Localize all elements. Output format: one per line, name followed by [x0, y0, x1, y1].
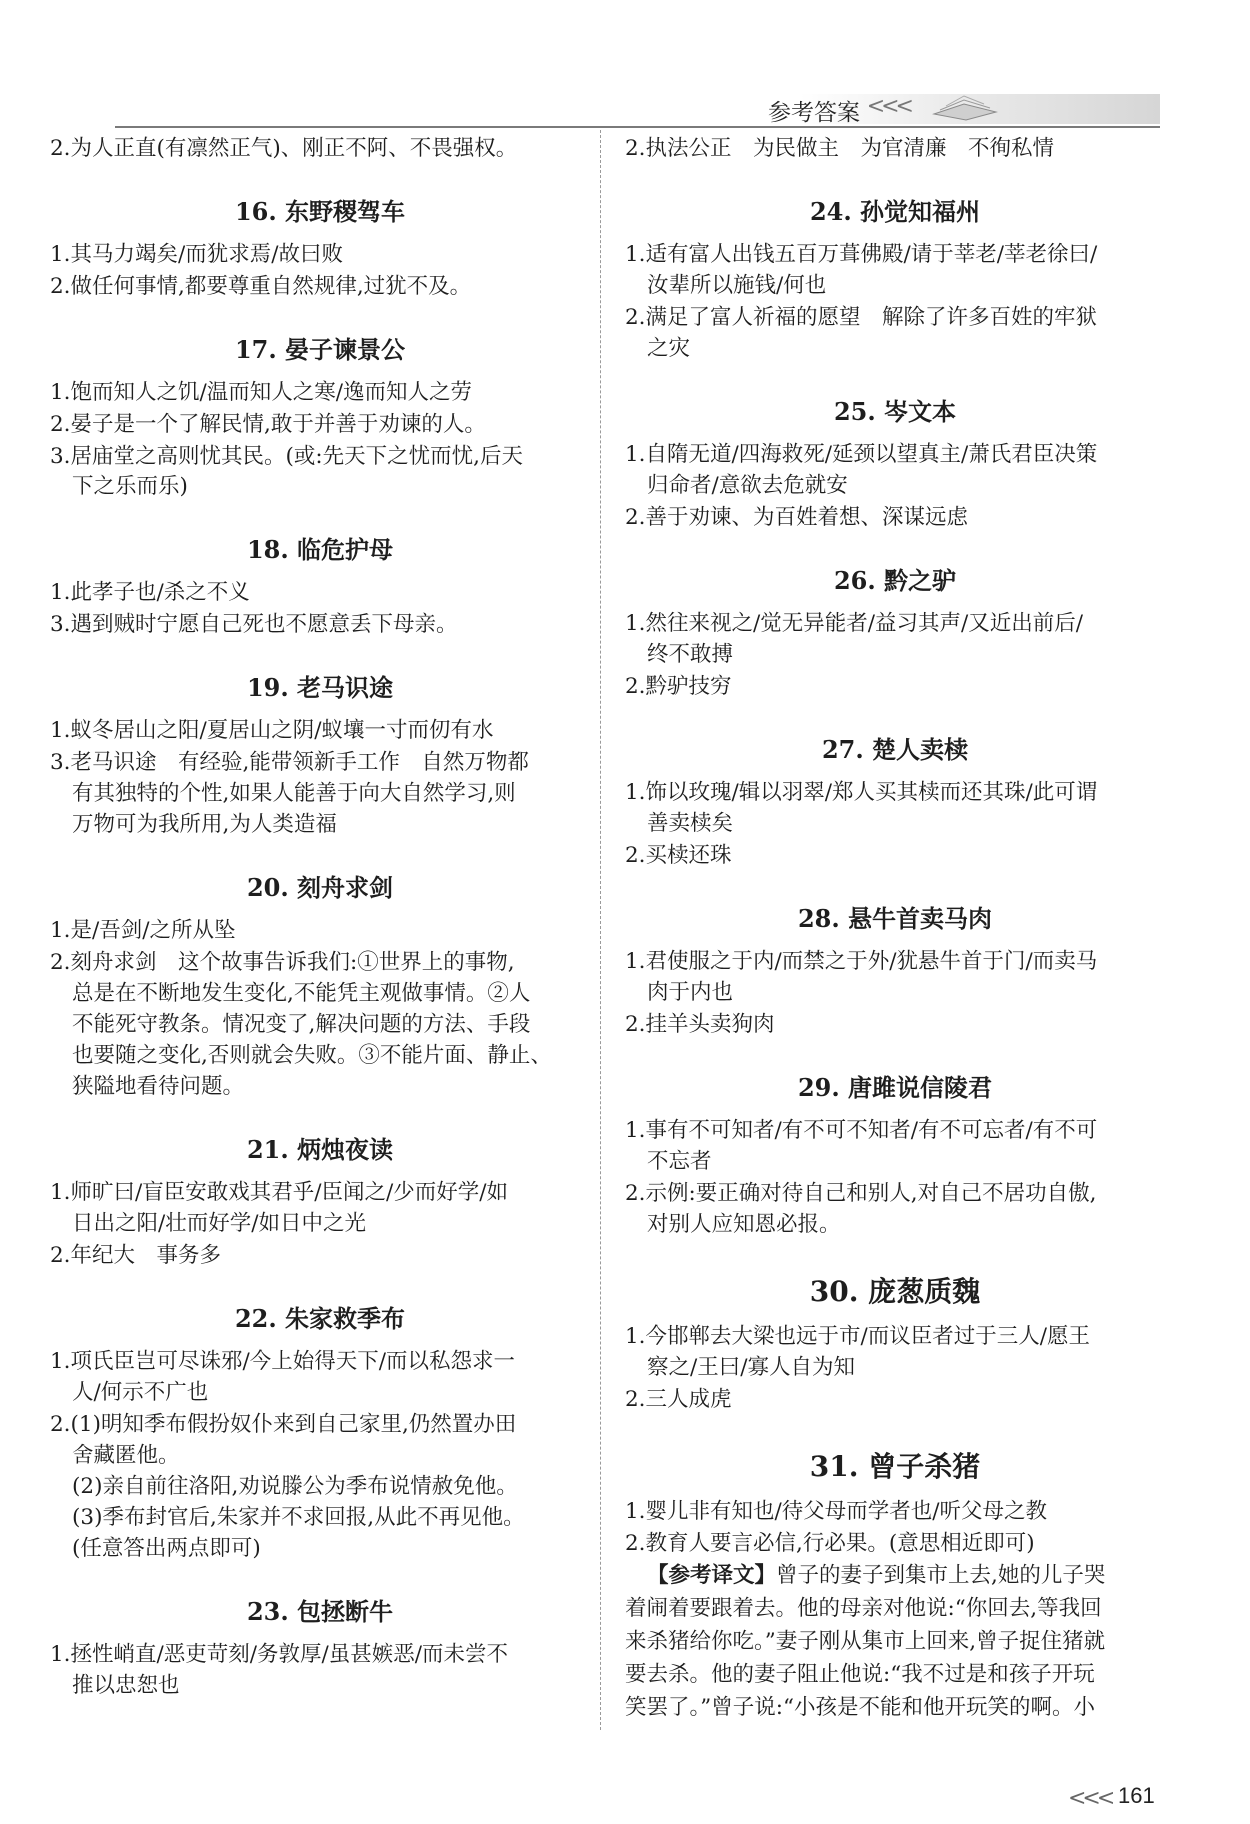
answer-line: 舍藏匿他。: [72, 1443, 180, 1468]
answer-line: 总是在不断地发生变化,不能凭主观做事情。②人: [72, 981, 531, 1006]
answer-line: 2.买椟还珠: [625, 843, 732, 868]
section-title: 22. 朱家救季布: [234, 1304, 406, 1333]
answer-line: (任意答出两点即可): [72, 1536, 261, 1561]
answer-line: 1.然往来视之/觉无异能者/益习其声/又近出前后/: [625, 611, 1083, 636]
answer-line: 1.今邯郸去大梁也远于市/而议臣者过于三人/愿王: [625, 1324, 1091, 1349]
section-title: 18. 临危护母: [246, 535, 394, 564]
answer-line: 推以忠恕也: [72, 1673, 180, 1698]
answer-line: 1.自隋无道/四海救死/延颈以望真主/萧氏君臣决策: [625, 442, 1098, 467]
answer-line: 1.婴儿非有知也/待父母而学者也/听父母之教: [625, 1499, 1048, 1524]
section-title: 17. 晏子谏景公: [234, 335, 406, 364]
answer-line: 不能死守教条。情况变了,解决问题的方法、手段: [72, 1012, 531, 1037]
answer-line: 下之乐而乐): [72, 474, 188, 499]
answer-line: 也要随之变化,否则就会失败。③不能片面、静止、: [72, 1043, 552, 1068]
answer-line: 着闹着要跟着去。他的母亲对他说:“你回去,等我回: [625, 1596, 1102, 1621]
column-divider: [600, 130, 601, 1730]
answer-line: 1.其马力竭矣/而犹求焉/故曰败: [50, 242, 344, 267]
answer-line: 不忘者: [647, 1149, 712, 1174]
section-title: 31. 曾子杀猪: [809, 1450, 981, 1483]
answer-line: 人/何示不广也: [72, 1380, 209, 1405]
answer-line: 2.黔驴技穷: [625, 674, 732, 699]
answer-line: 汝辈所以施钱/何也: [647, 273, 827, 298]
answer-line: 2.教育人要言必信,行必果。(意思相近即可): [625, 1531, 1035, 1556]
answer-line: 善卖椟矣: [647, 811, 734, 836]
header-title: 参考答案: [768, 100, 860, 126]
answer-line: 有其独特的个性,如果人能善于向大自然学习,则: [72, 781, 516, 806]
answer-line: 万物可为我所用,为人类造福: [72, 812, 337, 837]
answer-line: 2.满足了富人祈福的愿望 解除了许多百姓的牢狱: [625, 305, 1098, 330]
answer-line: 3.居庙堂之高则忧其民。(或:先天下之忧而忧,后天: [50, 444, 523, 469]
answer-line: 1.事有不可知者/有不可不知者/有不可忘者/有不可: [625, 1118, 1098, 1143]
section-title: 30. 庞葱质魏: [809, 1275, 981, 1308]
answer-line: 1.师旷曰/盲臣安敢戏其君乎/臣闻之/少而好学/如: [50, 1180, 508, 1205]
section-title: 16. 东野稷驾车: [234, 197, 406, 226]
answer-line: 归命者/意欲去危就安: [647, 473, 848, 498]
answer-line: 1.是/吾剑/之所从坠: [50, 918, 236, 943]
answer-line: 3.老马识途 有经验,能带领新手工作 自然万物都: [50, 750, 529, 775]
answer-line: 2.为人正直(有凛然正气)、刚正不阿、不畏强权。: [50, 136, 518, 161]
answer-line: 2.做任何事情,都要尊重自然规律,过犹不及。: [50, 274, 472, 299]
section-title: 20. 刻舟求剑: [246, 873, 394, 902]
answer-line: 1.项氏臣岂可尽诛邪/今上始得天下/而以私怨求一: [50, 1349, 516, 1374]
answer-line: 来杀猪给你吃。”妻子刚从集市上回来,曾子捉住猪就: [625, 1629, 1106, 1654]
answer-line: 2.晏子是一个了解民情,敢于并善于劝谏的人。: [50, 412, 486, 437]
answer-line: (3)季布封官后,朱家并不求回报,从此不再见他。: [72, 1505, 525, 1530]
section-title: 26. 黔之驴: [833, 566, 957, 595]
page-number: 161: [1118, 1783, 1155, 1808]
answer-line: 1.拯性峭直/恶吏苛刻/务敦厚/虽甚嫉恶/而未尝不: [50, 1642, 508, 1667]
answer-line: 对别人应知恩必报。: [647, 1212, 841, 1237]
answer-line: 2.示例:要正确对待自己和别人,对自己不居功自傲,: [625, 1181, 1097, 1206]
answer-line: 1.蚁冬居山之阳/夏居山之阴/蚁壤一寸而仞有水: [50, 718, 494, 743]
section-title: 23. 包拯断牛: [246, 1597, 394, 1626]
answer-line: 1.君使服之于内/而禁之于外/犹悬牛首于门/而卖马: [625, 949, 1098, 974]
reference-translation-line: [647, 1561, 1105, 1591]
answer-line: 3.遇到贼时宁愿自己死也不愿意丢下母亲。: [50, 612, 458, 637]
answer-line: 2.年纪大 事务多: [50, 1243, 222, 1268]
answer-line: 狭隘地看待问题。: [72, 1074, 245, 1099]
answer-line: 2.善于劝谏、为百姓着想、深谋远虑: [625, 505, 969, 530]
answer-line: 1.饰以玫瑰/辑以羽翠/郑人买其椟而还其珠/此可谓: [625, 780, 1098, 805]
running-header: [115, 90, 1160, 128]
section-title: 24. 孙觉知福州: [809, 197, 981, 226]
section-title: 19. 老马识途: [246, 673, 394, 702]
answer-line: 之灾: [647, 336, 691, 361]
answer-line: 肉于内也: [647, 980, 734, 1005]
answer-line: 1.此孝子也/杀之不义: [50, 580, 250, 605]
answer-line: 1.适有富人出钱五百万葺佛殿/请于莘老/莘老徐曰/: [625, 242, 1098, 267]
section-title: 29. 唐雎说信陵君: [797, 1073, 993, 1102]
answer-line: 察之/王曰/寡人自为知: [647, 1355, 855, 1380]
reference-label: 【参考译文】: [647, 1563, 777, 1588]
answer-line: 2.执法公正 为民做主 为官清廉 不徇私情: [625, 136, 1055, 161]
reference-text: 曾子的妻子到集市上去,她的儿子哭: [776, 1563, 1106, 1588]
section-title: 27. 楚人卖椟: [821, 735, 969, 764]
section-title: 28. 悬牛首卖马肉: [797, 904, 993, 933]
answer-line: 终不敢搏: [647, 642, 734, 667]
chevron-left-icon: <<<: [1068, 1786, 1112, 1811]
answer-line: 2.(1)明知季布假扮奴仆来到自己家里,仍然置办田: [50, 1412, 517, 1437]
answer-line: 2.挂羊头卖狗肉: [625, 1012, 775, 1037]
chevron-left-icon: <<<: [866, 94, 910, 119]
answer-line: 笑罢了。”曾子说:“小孩是不能和他开玩笑的啊。小: [625, 1695, 1095, 1720]
book-icon: [930, 92, 1000, 122]
section-title: 21. 炳烛夜读: [246, 1135, 394, 1164]
answer-line: 日出之阳/壮而好学/如日中之光: [72, 1211, 366, 1236]
answer-line: 2.刻舟求剑 这个故事告诉我们:①世界上的事物,: [50, 950, 515, 975]
answer-line: (2)亲自前往洛阳,劝说滕公为季布说情赦免他。: [72, 1474, 518, 1499]
section-title: 25. 岑文本: [833, 397, 957, 426]
answer-line: 2.三人成虎: [625, 1387, 732, 1412]
answer-line: 要去杀。他的妻子阻止他说:“我不过是和孩子开玩: [625, 1662, 1095, 1687]
answer-line: 1.饱而知人之饥/温而知人之寒/逸而知人之劳: [50, 380, 473, 405]
